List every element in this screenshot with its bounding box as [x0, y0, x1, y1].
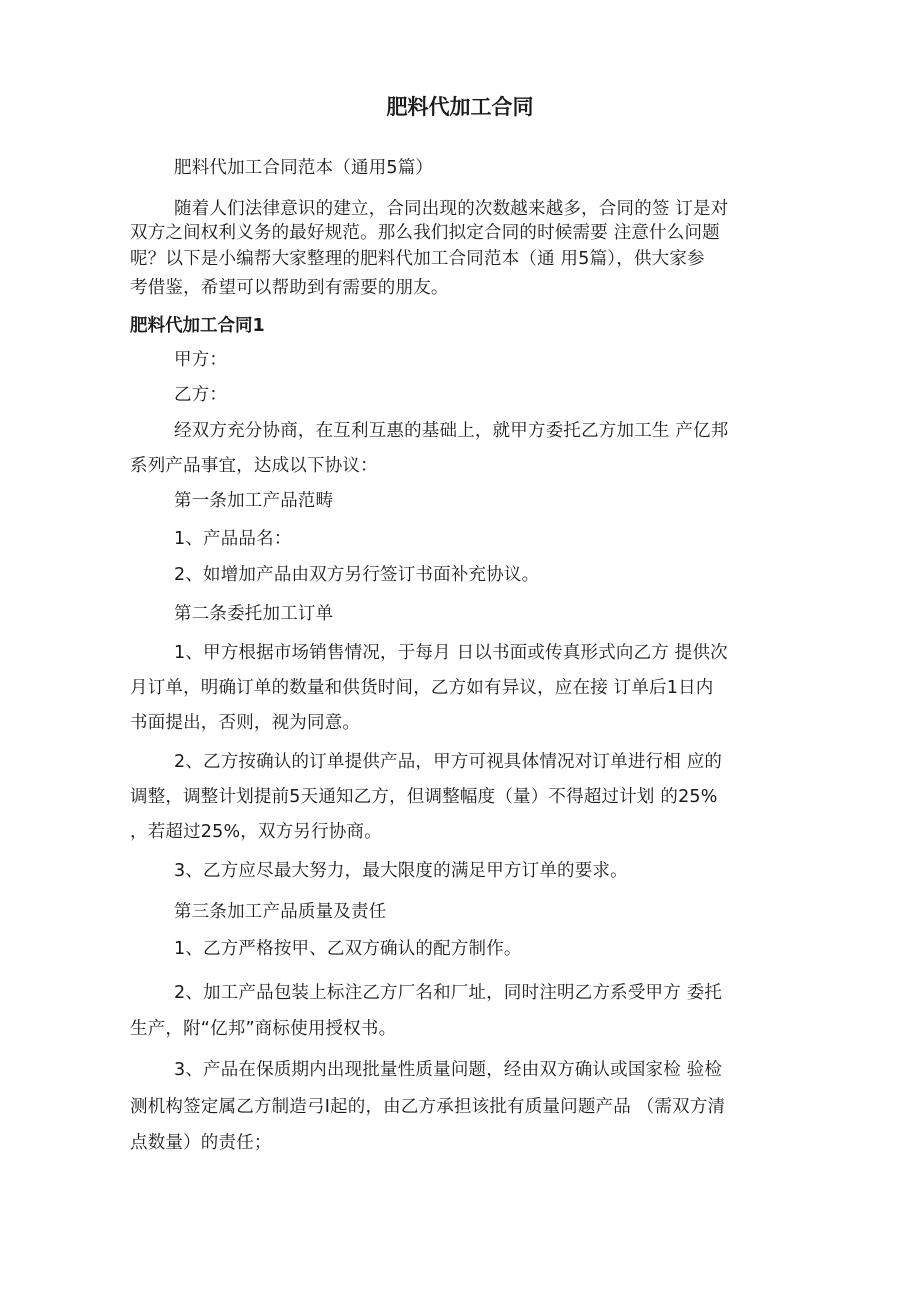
- intro-line: 考借鉴，希望可以帮助到有需要的朋友。: [130, 278, 449, 298]
- article2-item1-line: 1、甲方根据市场销售情况，于每月 日以书面或传真形式向乙方 提供次: [174, 643, 728, 663]
- article3-title: 第三条加工产品质量及责任: [174, 902, 387, 922]
- article3-item3-line: 测机构签定属乙方制造弓I起的，由乙方承担该批有质量问题产品 （需双方清: [130, 1097, 726, 1117]
- article3-item3-line: 点数量）的责任；: [130, 1133, 272, 1153]
- article3-item1: 1、乙方严格按甲、乙双方确认的配方制作。: [174, 939, 522, 959]
- article1-item: 2、如增加产品由双方另行签订书面补充协议。: [174, 565, 540, 585]
- document-title: 肥料代加工合同: [386, 95, 534, 119]
- article2-item1-line: 月订单，明确订单的数量和供货时间，乙方如有异议，应在接 订单后1日内: [130, 678, 714, 698]
- article2-item2-line: 2、乙方按确认的订单提供产品，甲方可视具体情况对订单进行相 应的: [174, 752, 723, 772]
- party-b-label: 乙方：: [174, 385, 228, 405]
- article1-item: 1、产品品名：: [174, 529, 292, 549]
- intro-line: 双方之间权利义务的最好规范。那么我们拟定合同的时候需要 注意什么问题: [130, 223, 720, 243]
- article2-title: 第二条委托加工订单: [174, 604, 334, 624]
- article2-item1-line: 书面提出，否则，视为同意。: [130, 713, 361, 733]
- section-title: 肥料代加工合同1: [130, 316, 265, 336]
- article3-item3-line: 3、产品在保质期内出现批量性质量问题，经由双方确认或国家检 验检: [174, 1060, 723, 1080]
- article1-title: 第一条加工产品范畴: [174, 491, 334, 511]
- article2-item3: 3、乙方应尽最大努力，最大限度的满足甲方订单的要求。: [174, 861, 628, 881]
- document-subtitle: 肥料代加工合同范本（通用5篇）: [174, 158, 434, 178]
- preamble-line: 经双方充分协商，在互利互惠的基础上，就甲方委托乙方加工生 产亿邦: [174, 421, 729, 441]
- preamble-line: 系列产品事宜，达成以下协议：: [130, 456, 378, 476]
- article3-item2-line: 生产，附“亿邦”商标使用授权书。: [130, 1019, 397, 1039]
- intro-line: 呢？以下是小编帮大家整理的肥料代加工合同范本（通 用5篇），供大家参: [130, 249, 705, 269]
- party-a-label: 甲方：: [174, 350, 228, 370]
- article3-item2-line: 2、加工产品包装上标注乙方厂名和厂址，同时注明乙方系受甲方 委托: [174, 983, 723, 1003]
- article2-item2-line: ，若超过25%，双方另行协商。: [130, 822, 382, 842]
- article2-item2-line: 调整，调整计划提前5天通知乙方，但调整幅度（量）不得超过计划 的25%: [130, 787, 718, 807]
- intro-line: 随着人们法律意识的建立，合同出现的次数越来越多，合同的签 订是对: [174, 199, 729, 219]
